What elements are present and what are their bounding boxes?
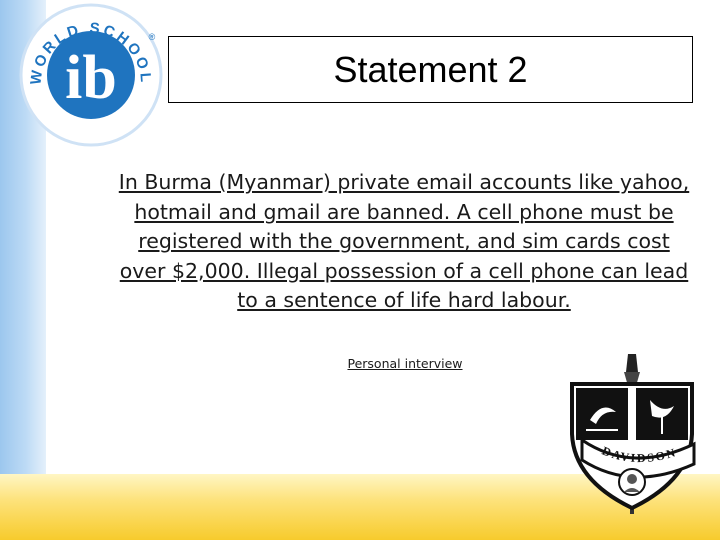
ib-world-school-logo bbox=[18, 2, 164, 148]
statement-text: In Burma (Myanmar) private email accounts like yahoo, hotmail and gmail are banned. A cell phone must be registered with the government, and sim cards cost over $2,000. Illegal possession of a cell phone can lead to a sentence of life hard labour. bbox=[118, 170, 690, 312]
ib-ring-text: WORLD SCHOOL bbox=[27, 19, 155, 86]
title-box bbox=[168, 36, 693, 103]
ib-letters: ib bbox=[65, 44, 117, 112]
davidson-crest-icon bbox=[566, 350, 698, 518]
crest-motto: DAVIDSON bbox=[600, 443, 679, 466]
slide-title: Statement 2 bbox=[333, 48, 528, 90]
source-link[interactable]: Personal interview bbox=[347, 356, 463, 371]
ib-registered-mark: ® bbox=[148, 32, 156, 42]
